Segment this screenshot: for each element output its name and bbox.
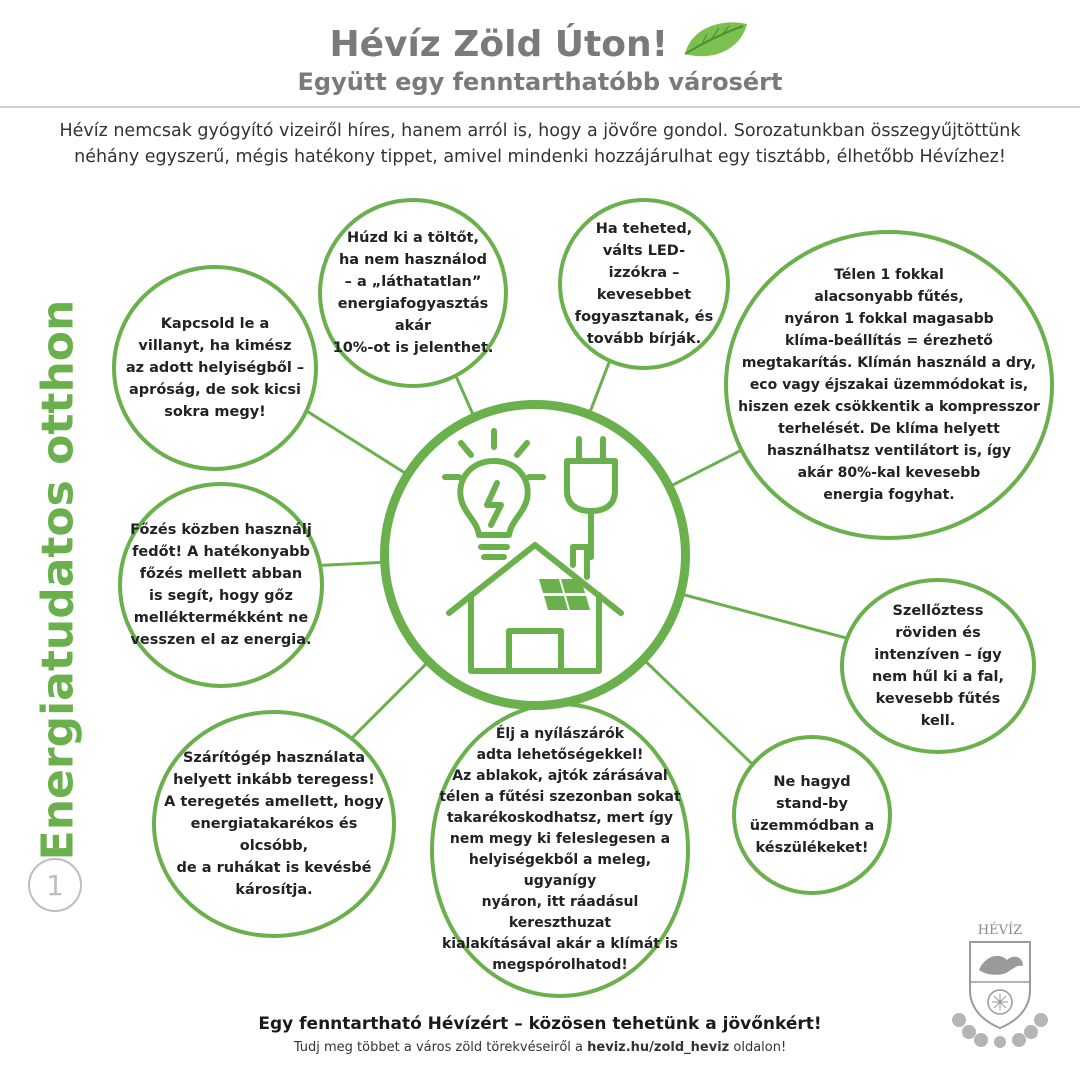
tip-line: 10%-ot is jelenthet. — [332, 340, 494, 356]
tip-line: Élj a nyílászárók — [495, 726, 625, 742]
tip-led — [558, 198, 730, 370]
tip-lights — [112, 265, 318, 471]
tip-line: akár 80%-kal kevesebb — [797, 465, 981, 481]
tip-line: tovább bírják. — [586, 331, 702, 347]
leaf-icon — [681, 18, 751, 60]
tip-line: izzókra – kevesebbet — [596, 265, 692, 303]
tip-line: de a ruhákat is kevésbé — [176, 860, 372, 876]
tip-line: télen a fűtési szezonban sokat — [439, 789, 681, 805]
tip-line: Télen 1 fokkal — [834, 267, 944, 283]
tip-line: helyett inkább teregess! — [173, 772, 375, 788]
tip-line: nem megy ki feleslegesen a — [449, 831, 671, 847]
page-subtitle: Együtt egy fenntarthatóbb városért — [297, 68, 783, 96]
tip-line: kevesebb fűtés — [875, 691, 1001, 707]
tip-line: energiafogyasztás akár — [337, 296, 489, 334]
tip-line: eco vagy éjszakai üzemmódokat is, — [749, 377, 1029, 393]
tip-line: Szellőztess — [892, 603, 984, 619]
tip-line: – a „láthatatlan” — [344, 274, 482, 290]
house-bulb-plug-icon — [389, 409, 681, 701]
footer-slogan: Egy fenntartható Hévízért – közösen tehetünk a jövőnkért! — [258, 1014, 822, 1034]
tip-windows — [430, 702, 690, 998]
tip-line: takarékoskodhatsz, mert így — [446, 810, 674, 826]
intro-text: Hévíz nemcsak gyógyító vizeiről híres, hanem arról is, hogy a jövőre gondol. Sorozatunkban összegyűjtöttünk néhány egyszerű, mégis hatékony tippet, amivel mindenki hozzájárulhat egy tisztább, élhetőbb Hévízhez! — [59, 121, 1021, 167]
tip-line: károsítja. — [235, 882, 313, 898]
tip-line: helyiségekből a meleg, ugyanígy — [468, 852, 652, 889]
footer-note: Tudj meg többet a város zöld törekvéseiről a heviz.hu/zold_heviz oldalon! — [293, 1040, 787, 1055]
tip-ventilation — [840, 578, 1036, 754]
tip-line: fedőt! A hatékonyabb — [132, 544, 310, 560]
tip-line: használhatsz ventilátort is, így — [767, 443, 1011, 459]
tip-line: vesszen el az energia. — [130, 632, 312, 648]
tip-line: üzemmódban a — [749, 818, 875, 834]
tip-line: Az ablakok, ajtók zárásával — [452, 768, 668, 784]
footer-link[interactable]: heviz.hu/zold_heviz — [587, 1040, 730, 1055]
tip-line: alacsonyabb fűtés, — [814, 289, 964, 305]
tip-line: stand-by — [776, 796, 848, 812]
tip-line: Húzd ki a töltőt, — [346, 230, 479, 246]
tip-line: röviden és — [895, 625, 981, 641]
tip-line: klíma-beállítás = érezhető — [785, 333, 993, 349]
tip-line: az adott helyiségből – — [125, 360, 305, 376]
tip-line: nem hűl ki a fal, — [871, 669, 1005, 685]
tip-cooking — [118, 482, 324, 688]
tip-line: adta lehetőségekkel! — [476, 747, 644, 763]
tip-line: hiszen ezek csökkentik a kompresszor — [738, 399, 1040, 415]
tip-standby — [732, 735, 892, 895]
tip-line: intenzíven – így — [874, 647, 1002, 663]
tip-line: válts LED- — [602, 243, 686, 259]
tip-line: sokra megy! — [164, 404, 266, 420]
tip-drying — [152, 710, 396, 938]
tip-line: készülékeket! — [755, 840, 869, 856]
header-divider — [0, 106, 1080, 108]
tip-line: energia fogyhat. — [823, 487, 955, 503]
tip-line: megspórolhatod! — [492, 957, 628, 973]
tip-line: melléktermékként ne — [133, 610, 309, 626]
tip-line: is segít, hogy gőz — [149, 588, 293, 604]
tip-line: energiatakarékos és olcsóbb, — [190, 816, 358, 854]
tip-line: főzés mellett abban — [139, 566, 303, 582]
tip-heating — [724, 230, 1054, 540]
tip-line: fogyasztanak, és — [574, 309, 714, 325]
tip-line: terhelését. De klíma helyett — [778, 421, 1000, 437]
tip-charger — [318, 198, 508, 388]
tip-line: nyáron 1 fokkal magasabb — [784, 311, 994, 327]
heviz-crest-logo — [945, 920, 1055, 1050]
tip-line: Szárítógép használata — [182, 750, 366, 766]
tip-line: villanyt, ha kimész — [138, 338, 292, 354]
tip-line: megtakarítás. Klímán használd a dry, — [741, 355, 1037, 371]
tip-line: Kapcsold le a — [160, 316, 270, 332]
tip-line: Főzés közben használj — [130, 522, 312, 538]
tip-line: ha nem használod — [338, 252, 488, 268]
tip-line: A teregetés amellett, hogy — [164, 794, 384, 810]
crest-label: HÉVÍZ — [977, 923, 1023, 938]
tip-line: kell. — [920, 713, 956, 729]
center-circle — [380, 400, 690, 710]
tip-line: Ne hagyd — [773, 774, 851, 790]
tip-line: nyáron, itt ráadásul kereszthuzat — [481, 894, 639, 931]
page-title: Hévíz Zöld Úton! — [0, 18, 1080, 65]
tip-line: apróság, de sok kicsi — [129, 382, 301, 398]
tip-line: Ha teheted, — [595, 221, 693, 237]
tip-line: kialakításával akár a klímát is — [441, 936, 679, 952]
page-number-badge: 1 — [28, 858, 82, 912]
side-label: Energiatudatos otthon — [32, 299, 84, 861]
